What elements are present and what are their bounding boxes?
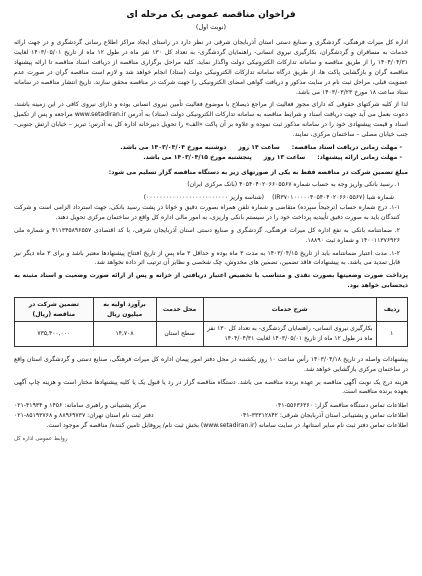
col-header-description: شرح خدمات [203,297,376,321]
closing-paragraph-2: هزینه درج یک نوبت آگهی مناقصه بر عهده برنده مناقصه می باشد. دستگاه مناقصه گزار در رد یا قبول یک یا کلیه پیشنهادها مختار است و هزینه چاپ آگهی بعهده برنده مناقصه است. [14,378,408,396]
guarantee-item-2: ۱-۱. درج شماره حساب (ترجیحاً سپرده) متقاضی و شماره تلفن همراه بصورت دقیق و خوانا در پشت رسید بانکی، جهت استرداد الزامی است و شرکت کنندگان باید به صورت دقیق تأییدیه پرداخت خود را در سیستم بانکی واریزی، به امور مالی اداره کل واقع در ساختمان مرکزی تحویل دهند. [14,204,400,221]
closing-paragraph-1: پیشنهادات واصله در تاریخ ۱۴۰۳/۰۴/۱۸ رأس ساعت ۱۰ روز یکشنبه در محل دفتر امور پیمان اداره کل میراث فرهنگی، صنایع دستی و گردشگری استان واقع در ساختمان مرکزی بازگشایی خواهد شد. [14,355,409,373]
contact-line-2 [14,411,408,421]
table-row [15,322,408,346]
contact-line-1 [14,401,408,411]
receive-deadline [14,143,408,153]
cell-row-number: ۱ [376,322,407,346]
receive-deadline-day: دوشنبه مورخ ۱۴۰۳/۰۴/۰۴ می باشد. [120,143,227,151]
guarantee-item-1-details [14,193,408,203]
submit-deadline [14,153,408,163]
cell-description: بکارگیری نیروی انسانی- راهنمایان گردشگری- به تعداد کل ۱۳۰ نفر ماه در طول ۱۲ ماه از تاریخ ۱۴۰۳/۰۵/۰۱ لغایت ۱۴۰۴/۰۴/۳۱ [203,322,376,346]
guarantee-item-3: ۲. ضمانتنامه بانکی به نفع اداره کل میراث فرهنگی، گردشگری و صنایع دستی استان آذربایجان شرقی، با کد اقتصادی ۴۱۱۳۴۵۸۹۶۵۵۷ و شماره ملی ۱۴۰۰۱۱۳۷۶۹۲۶ و شماره ثبت ۱۸۸۹۰. [14,226,400,244]
cell-estimate: ۱۴,۷۰۸ [93,322,156,346]
submit-deadline-label: - مهلت زمانی ارائه پیشنهاد: [317,153,402,161]
submit-deadline-day: پنجشنبه مورخ ۱۴۰۳/۰۴/۱۵ می باشد. [143,153,252,161]
guarantee-item-4: ۱-۲. مدت اعتبار ضمانتنامه باید از تاریخ ۱۴۰۳/۰۴/۱۵ به مدت ۳ ماه بوده و حداقل ۳ ماه پس از تاریخ افتتاح پیشنهادها معتبر باشد و برای ۳ ماه دیگر نیز قابل تمدید می باشد. به پیشنهادات فاقد تضمین، تضمین های مخدوش، چک شخصی و نظایر آن ترتیب اثر داده نخواهد شد. [14,249,400,267]
col-header-location: محل خدمت [156,297,203,321]
services-table [14,297,408,347]
page-subtitle: (نوبت اول) [195,22,227,31]
payment-note: پرداخت صورت وضعیتها بصورت نقدی و متناسب با تخصیص اعتبار دریافتی از خزانه و پس از ارائه صورت وضعیت و اسناد مثبته به ذیحسابی خواهد بود. [14,272,408,290]
page-title: فراخوان مناقصه عمومی یک مرحله ای [126,10,296,20]
guarantee-item-1: ۱. رسید بانکی واریز وجه به حساب شماره ۴۰۵۴۰۴۰۲۰۶۶۰۵۵۶۷ (بانک مرکزی ایران) [187,181,400,189]
contact-block [14,401,408,431]
submit-deadline-time: ساعت ۱۳ روز [263,153,306,161]
col-header-estimate: برآورد اولیه به میلیون ریال [93,297,156,321]
col-header-row-number: ردیف [376,297,407,321]
receive-deadline-label: - مهلت زمانی دریافت اسناد مناقصه: [291,143,402,151]
cell-location: سطح استان [156,322,203,346]
guarantee-heading: مبلغ تضمین شرکت در مناقصه فقط به یکی از صورتهای زیر به دستگاه مناقصه گزار تسلیم می شود: [108,168,408,176]
table-header-row [15,297,408,321]
contact-tehran-office: دفتر ثبت نام استان تهران: ۸۸۹۶۹۷۳۷ و ۸۵۱۹۳۷۶۸-۰۲۱ [14,412,154,420]
intro-paragraph-1: اداره کل میراث فرهنگی، گردشگری و صنایع دستی استان آذربایجان شرقی در نظر دارد در راستای ایجاد مراکز اطلاع رسانی گردشگری و در جهت ارائه خدمات به مسافران و گردشگران، بکارگیری نیروی انسانی- راهنمایان گردشگری- به تعداد کل ۱۳۰ نفر ماه در طول ۱۲ ماه از تاریخ ۱۴۰۳/۰۵/۰۱ لغایت ۱۴۰۴/۰۴/۳۱ را از طریق مناقصه و سامانه تدارکات الکترونیکی دولت واگذار نماید. کلیه مراحل برگزاری مناقصه از دریافت اسناد مناقصه تا ارائه پیشنهاد مناقصه گران و بازگشایی پاکت ها، از طریق درگاه سامانه تدارکات الکترونیکی دولت (ستاد) انجام خواهد شد و لازم است مناقصه گران در صورت عدم عضویت قبلی، مراحل ثبت نام در سایت مذکور و دریافت گواهی امضای الکترونیکی را جهت شرکت در مناقصه محقق سازند. تاریخ انتشار مناقصه در سامانه ستاد ساعت ۱۸ مورخ ۱۴۰۳/۰۳/۲۳ می باشد. [14,39,408,96]
receive-deadline-time: ساعت ۱۴ روز [238,143,280,151]
contact-other-provinces: اطلاعات تماس دفتر ثبت نام سایر استانها، در سایت سامانه (www.setadiran.ir) بخش ثبت نام/ پروفایل تامین کننده/ مناقصه گر موجود است. [46,422,408,429]
contact-support-center: مرکز پشتیبانی و راهبری سامانه: ۱۴۵۶ و ۴۱۹۳۴-۰۲۱ [14,402,147,410]
guarantee-deposit-id: (شناسه واریز ۰۰۰۰۰۰۰۰۰۰۰۰۰۰۰۰۰۰۰۰۰۰۰۰۰) [143,194,265,202]
contact-province-support: اطلاعات تماس و پشتیبانی استان آذربایجان شرقی: ۳۳۳۱۲۸۴۲-۰۴۱ [239,412,408,420]
cell-guarantee: ۷۳۵,۴۰۰,۰۰۰ [15,322,94,346]
guarantee-sheba: شماره شبا (IR۳۷۰۱۰۰۰۰۰۴۰۵۴۰۴۰۲۰۶۶۰۵۵۶۷) [272,194,394,202]
col-header-guarantee: تضمین شرکت در مناقصه (ریال) [15,297,94,321]
contact-tenderer: اطلاعات تماس دستگاه مناقصه گزار: ۵۵۶۳۶۳۶۰-۰۴۱ [274,402,408,410]
deadlines-block [14,143,408,163]
intro-paragraph-2: لذا از کلیه شرکتهای حقوقی که دارای مجوز فعالیت از مراجع ذیصلاح با موضوع فعالیت تأمین نیروی انسانی بوده و دارای نیروی کافی در این زمینه باشند، دعوت بعمل می آید جهت دریافت اسناد و شرایط مناقصه به سامانه تدارکات الکترونیکی دولت (ستاد) به آدرس www.setadiran.ir مراجعه و پس از تکمیل اسناد و قیمت پیشنهادی خود را در سامانه مذکور ثبت نموده و علاوه بر آن پاکت «الف» را تحویل دبیرخانه اداره کل به آدرس: تبریز – خیابان ارتش جنوبی– جنب خیابان مصلی – ساختمان مرکزی، نمایند. [14,101,409,138]
signature: روابط عمومی اداره کل [14,435,68,442]
